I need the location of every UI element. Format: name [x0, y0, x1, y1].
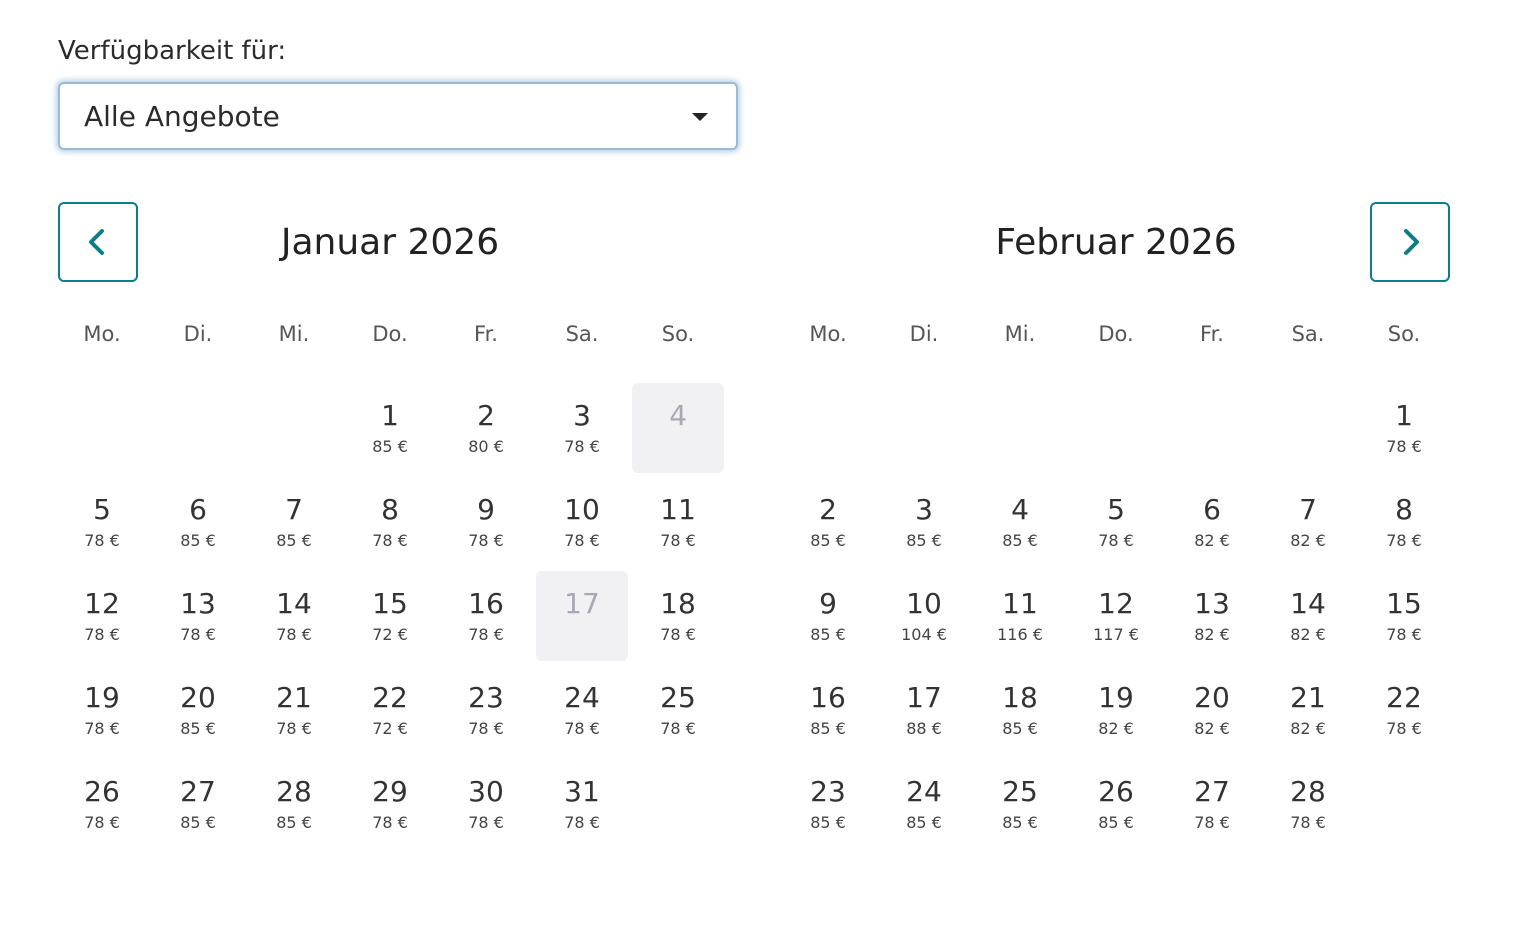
calendar-day[interactable]: [1068, 662, 1164, 756]
day-number: 7: [285, 493, 303, 526]
day-number: 28: [276, 775, 312, 808]
calendar-day[interactable]: [342, 756, 438, 850]
day-number: 30: [468, 775, 504, 808]
calendar-day[interactable]: [438, 474, 534, 568]
day-cell-background: [782, 759, 874, 849]
day-cell-background: [536, 759, 628, 849]
day-number: 4: [1011, 493, 1029, 526]
day-number: 8: [381, 493, 399, 526]
day-price: 78 €: [1386, 531, 1422, 550]
day-price: 78 €: [564, 531, 600, 550]
day-price: 82 €: [1290, 625, 1326, 644]
day-cell-background: [344, 571, 436, 661]
calendar-day[interactable]: [1164, 474, 1260, 568]
day-cell-background: [248, 477, 340, 567]
calendar-day[interactable]: [876, 662, 972, 756]
day-number: 6: [189, 493, 207, 526]
offer-select[interactable]: [58, 82, 738, 150]
day-cell-background: [782, 665, 874, 755]
day-price: 85 €: [180, 531, 216, 550]
day-cell-background: [440, 477, 532, 567]
day-cell-background: [878, 477, 970, 567]
day-number: 3: [573, 399, 591, 432]
weekday-label: Mo.: [809, 322, 847, 346]
day-cell-background: [344, 665, 436, 755]
day-number: 8: [1395, 493, 1413, 526]
day-number: 18: [660, 587, 696, 620]
day-cell-background: [56, 759, 148, 849]
calendar-day[interactable]: [150, 474, 246, 568]
day-price: 88 €: [906, 719, 942, 738]
calendar-day[interactable]: [630, 474, 726, 568]
day-number: 14: [1290, 587, 1326, 620]
day-cell-background: [440, 383, 532, 473]
empty-cell: [246, 380, 342, 474]
day-price: 72 €: [372, 625, 408, 644]
day-cell-background: [56, 665, 148, 755]
calendar-day[interactable]: [972, 662, 1068, 756]
day-cell-background: [1358, 665, 1450, 755]
day-number: 26: [1098, 775, 1134, 808]
day-price: 78 €: [564, 813, 600, 832]
day-price: 82 €: [1194, 531, 1230, 550]
day-number: 1: [1395, 399, 1413, 432]
weekday-label: Mo.: [83, 322, 121, 346]
weekday-label: Fr.: [474, 322, 498, 346]
calendar-day[interactable]: [438, 380, 534, 474]
day-cell-background: [878, 759, 970, 849]
calendar-day[interactable]: [972, 568, 1068, 662]
weekday-label: Mi.: [1004, 322, 1036, 346]
calendar-day[interactable]: [54, 662, 150, 756]
calendar-day[interactable]: [876, 568, 972, 662]
calendar-day[interactable]: [246, 474, 342, 568]
day-cell-background: [56, 571, 148, 661]
day-number: 3: [915, 493, 933, 526]
day-cell-background: [782, 571, 874, 661]
empty-cell: [972, 380, 1068, 474]
calendar-day[interactable]: [1260, 568, 1356, 662]
day-cell-background: [974, 759, 1066, 849]
day-cell-background: [1166, 759, 1258, 849]
calendar-day[interactable]: [630, 662, 726, 756]
day-price: 78 €: [372, 531, 408, 550]
day-cell-background: [152, 477, 244, 567]
calendar-day[interactable]: [534, 474, 630, 568]
day-price: 78 €: [84, 531, 120, 550]
weekday-label: Do.: [1098, 322, 1134, 346]
day-price: 78 €: [468, 813, 504, 832]
calendar-day[interactable]: [972, 474, 1068, 568]
day-price: 78 €: [180, 625, 216, 644]
day-cell-background: [344, 383, 436, 473]
day-number: 2: [477, 399, 495, 432]
calendar-day[interactable]: [1356, 380, 1452, 474]
day-number: 22: [1386, 681, 1422, 714]
calendar-day[interactable]: [1068, 756, 1164, 850]
weekday-label: Di.: [183, 322, 213, 346]
day-price: 85 €: [810, 625, 846, 644]
calendar-day[interactable]: [534, 380, 630, 474]
day-price: 82 €: [1290, 719, 1326, 738]
calendar-day[interactable]: [780, 568, 876, 662]
day-cell-background: [1070, 665, 1162, 755]
day-number: 12: [1098, 587, 1134, 620]
calendar-day[interactable]: [150, 568, 246, 662]
day-price: 78 €: [660, 531, 696, 550]
day-price: 78 €: [1098, 531, 1134, 550]
day-price: 78 €: [84, 625, 120, 644]
day-number: 5: [93, 493, 111, 526]
day-number: 29: [372, 775, 408, 808]
day-number: 13: [1194, 587, 1230, 620]
day-number: 9: [819, 587, 837, 620]
day-price: 80 €: [468, 437, 504, 456]
day-cell-background: [536, 571, 628, 661]
day-number: 21: [1290, 681, 1326, 714]
day-number: 24: [564, 681, 600, 714]
day-number: 15: [372, 587, 408, 620]
day-price: 78 €: [1194, 813, 1230, 832]
day-cell-background: [974, 571, 1066, 661]
calendar-day[interactable]: [1356, 568, 1452, 662]
day-price: 78 €: [84, 719, 120, 738]
day-number: 18: [1002, 681, 1038, 714]
weekday-label: Mi.: [278, 322, 310, 346]
calendar-day-unavailable: [534, 568, 630, 662]
weekday-label: Fr.: [1200, 322, 1224, 346]
day-price: 85 €: [1098, 813, 1134, 832]
calendar-day[interactable]: [438, 662, 534, 756]
weekday-label: So.: [661, 322, 695, 346]
day-cell-background: [536, 383, 628, 473]
day-price: 116 €: [997, 625, 1043, 644]
calendar-day[interactable]: [1164, 568, 1260, 662]
calendar-day[interactable]: [246, 756, 342, 850]
day-price: 78 €: [660, 625, 696, 644]
calendar-day[interactable]: [534, 662, 630, 756]
day-number: 13: [180, 587, 216, 620]
calendar-day[interactable]: [1356, 662, 1452, 756]
day-cell-background: [632, 665, 724, 755]
day-cell-background: [974, 665, 1066, 755]
day-number: 19: [1098, 681, 1134, 714]
day-cell-background: [1358, 571, 1450, 661]
day-price: 85 €: [1002, 531, 1038, 550]
calendar-day[interactable]: [342, 662, 438, 756]
day-cell-background: [248, 759, 340, 849]
day-cell-background: [344, 477, 436, 567]
empty-cell: [876, 380, 972, 474]
day-price: 78 €: [84, 813, 120, 832]
day-cell-background: [344, 759, 436, 849]
day-number: 25: [1002, 775, 1038, 808]
day-cell-background: [1358, 477, 1450, 567]
day-number: 10: [564, 493, 600, 526]
day-number: 7: [1299, 493, 1317, 526]
calendar-day[interactable]: [1068, 474, 1164, 568]
empty-cell: [780, 380, 876, 474]
day-cell-background: [248, 571, 340, 661]
day-price: 85 €: [906, 531, 942, 550]
day-price: 78 €: [660, 719, 696, 738]
day-number: 11: [1002, 587, 1038, 620]
empty-cell: [150, 380, 246, 474]
day-cell-background: [536, 665, 628, 755]
caret-down-icon: [692, 113, 708, 121]
day-cell-background: [1070, 759, 1162, 849]
day-cell-background: [248, 665, 340, 755]
day-number: 4: [669, 399, 687, 432]
calendar-day[interactable]: [438, 568, 534, 662]
month-title: Februar 2026: [995, 222, 1237, 263]
calendar-day[interactable]: [630, 568, 726, 662]
empty-cell: [1068, 380, 1164, 474]
calendar-day[interactable]: [1068, 568, 1164, 662]
empty-cell: [1164, 380, 1260, 474]
day-number: 14: [276, 587, 312, 620]
day-grid: [54, 380, 726, 850]
day-number: 19: [84, 681, 120, 714]
day-price: 78 €: [468, 625, 504, 644]
calendar-day-unavailable: [630, 380, 726, 474]
calendar-day[interactable]: [54, 568, 150, 662]
day-number: 25: [660, 681, 696, 714]
calendar-day[interactable]: [534, 756, 630, 850]
availability-label: Verfügbarkeit für:: [58, 36, 287, 66]
offer-select-value: Alle Angebote: [84, 100, 280, 133]
day-number: 23: [810, 775, 846, 808]
day-price: 85 €: [276, 813, 312, 832]
day-cell-background: [878, 571, 970, 661]
day-price: 78 €: [468, 531, 504, 550]
calendar-day[interactable]: [150, 662, 246, 756]
day-price: 82 €: [1194, 625, 1230, 644]
weekday-header: [54, 322, 726, 346]
day-cell-background: [536, 477, 628, 567]
day-number: 23: [468, 681, 504, 714]
day-cell-background: [1262, 759, 1354, 849]
empty-cell: [1260, 380, 1356, 474]
day-cell-background: [1262, 477, 1354, 567]
day-cell-background: [152, 571, 244, 661]
day-cell-background: [632, 477, 724, 567]
day-price: 85 €: [810, 813, 846, 832]
day-price: 78 €: [468, 719, 504, 738]
day-number: 17: [564, 587, 600, 620]
calendar-day[interactable]: [876, 474, 972, 568]
day-price: 78 €: [1290, 813, 1326, 832]
calendar-day[interactable]: [1164, 756, 1260, 850]
day-price: 82 €: [1098, 719, 1134, 738]
calendar-day[interactable]: [1260, 474, 1356, 568]
weekday-label: Sa.: [565, 322, 599, 346]
day-price: 78 €: [1386, 437, 1422, 456]
day-price: 85 €: [276, 531, 312, 550]
day-price: 85 €: [1002, 813, 1038, 832]
day-number: 20: [180, 681, 216, 714]
day-number: 21: [276, 681, 312, 714]
day-cell-background: [56, 477, 148, 567]
day-number: 17: [906, 681, 942, 714]
day-number: 22: [372, 681, 408, 714]
calendar-day[interactable]: [876, 756, 972, 850]
day-number: 5: [1107, 493, 1125, 526]
day-number: 12: [84, 587, 120, 620]
day-price: 117 €: [1093, 625, 1139, 644]
day-price: 82 €: [1290, 531, 1326, 550]
day-cell-background: [152, 665, 244, 755]
day-number: 9: [477, 493, 495, 526]
day-price: 85 €: [906, 813, 942, 832]
day-cell-background: [1166, 665, 1258, 755]
day-number: 26: [84, 775, 120, 808]
day-number: 10: [906, 587, 942, 620]
calendar-day[interactable]: [246, 568, 342, 662]
weekday-label: Sa.: [1291, 322, 1325, 346]
day-number: 16: [810, 681, 846, 714]
day-price: 72 €: [372, 719, 408, 738]
empty-cell: [54, 380, 150, 474]
day-cell-background: [1358, 383, 1450, 473]
calendar-day[interactable]: [150, 756, 246, 850]
calendar-day[interactable]: [780, 474, 876, 568]
calendar-day[interactable]: [972, 756, 1068, 850]
weekday-header: [780, 322, 1452, 346]
day-price: 85 €: [372, 437, 408, 456]
day-number: 24: [906, 775, 942, 808]
calendar-day[interactable]: [54, 474, 150, 568]
day-price: 85 €: [810, 531, 846, 550]
day-cell-background: [152, 759, 244, 849]
day-cell-background: [440, 665, 532, 755]
weekday-label: Do.: [372, 322, 408, 346]
calendar-day[interactable]: [1260, 756, 1356, 850]
day-cell-background: [632, 571, 724, 661]
day-price: 78 €: [372, 813, 408, 832]
day-cell-background: [440, 571, 532, 661]
day-price: 104 €: [901, 625, 947, 644]
day-number: 15: [1386, 587, 1422, 620]
day-price: 82 €: [1194, 719, 1230, 738]
calendar-day[interactable]: [1260, 662, 1356, 756]
day-cell-background: [1166, 571, 1258, 661]
day-cell-background: [878, 665, 970, 755]
calendar-day[interactable]: [1164, 662, 1260, 756]
day-number: 11: [660, 493, 696, 526]
day-number: 28: [1290, 775, 1326, 808]
calendar-day[interactable]: [342, 568, 438, 662]
day-price: 78 €: [564, 437, 600, 456]
day-number: 31: [564, 775, 600, 808]
day-cell-background: [782, 477, 874, 567]
day-number: 1: [381, 399, 399, 432]
day-cell-background: [440, 759, 532, 849]
weekday-label: So.: [1387, 322, 1421, 346]
calendar-day[interactable]: [780, 756, 876, 850]
day-price: 85 €: [1002, 719, 1038, 738]
day-cell-background: [1070, 571, 1162, 661]
day-cell-background: [632, 383, 724, 473]
day-price: 78 €: [276, 719, 312, 738]
day-number: 16: [468, 587, 504, 620]
day-number: 27: [1194, 775, 1230, 808]
day-cell-background: [1262, 665, 1354, 755]
day-price: 78 €: [1386, 719, 1422, 738]
day-number: 27: [180, 775, 216, 808]
day-number: 6: [1203, 493, 1221, 526]
day-price: 85 €: [180, 719, 216, 738]
day-price: 78 €: [1386, 625, 1422, 644]
month-title: Januar 2026: [280, 222, 500, 263]
day-number: 20: [1194, 681, 1230, 714]
calendar-day[interactable]: [780, 662, 876, 756]
day-price: 78 €: [276, 625, 312, 644]
calendar-day[interactable]: [342, 474, 438, 568]
day-price: 85 €: [810, 719, 846, 738]
day-grid: [780, 380, 1452, 850]
calendar-day[interactable]: [1356, 474, 1452, 568]
day-price: 78 €: [564, 719, 600, 738]
calendar-day[interactable]: [342, 380, 438, 474]
weekday-label: Di.: [909, 322, 939, 346]
day-cell-background: [974, 477, 1066, 567]
day-cell-background: [1262, 571, 1354, 661]
day-number: 2: [819, 493, 837, 526]
calendar-day[interactable]: [438, 756, 534, 850]
calendar-day[interactable]: [246, 662, 342, 756]
calendar-day[interactable]: [54, 756, 150, 850]
day-price: 85 €: [180, 813, 216, 832]
day-cell-background: [1070, 477, 1162, 567]
day-cell-background: [1166, 477, 1258, 567]
